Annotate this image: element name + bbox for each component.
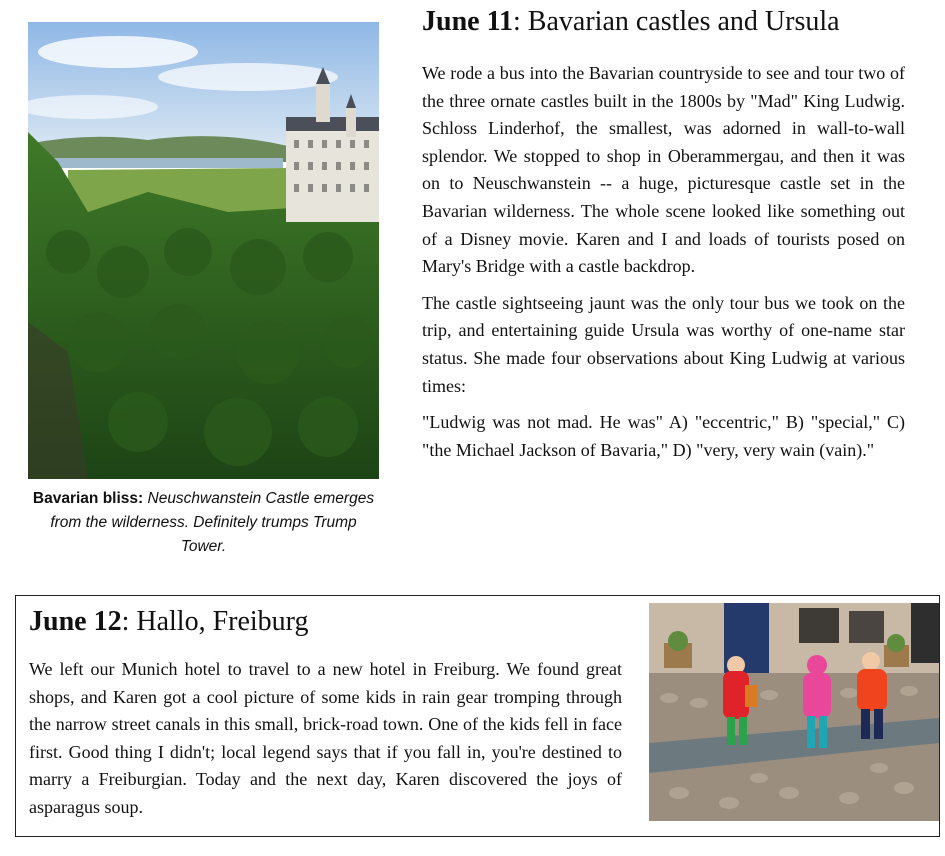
june12-paragraph: We left our Munich hotel to travel to a new hotel in Freiburg. We found great shops, and Karen got a cool picture of some kids in rain gear tromping through the narrow street canals in this small, brick-road town. One of the kids fell in face first. Good thing I didn't; local legend says that if you fall in, you're destined to marry a Freiburgian. Today and the next day, Karen discovered the joys of asparagus soup.: [29, 659, 622, 817]
june11-paragraph-1: We rode a bus into the Bavarian countryside to see and tour two of the three ornate castles built in the 1800s by "Mad" King Ludwig. Schloss Linderhof, the smallest, was adorned in wall-to-wall splendor. We stopped to shop in Oberammergau, and then it was on to Neuschwanstein -- a huge, picturesque castle set in the Bavarian wilderness. The whole scene looked like something out of a Disney movie. Karen and I and loads of tourists posed on Mary's Bridge with a castle backdrop.: [422, 63, 905, 277]
june11-title: : Bavarian castles and Ursula: [513, 6, 840, 37]
june12-title: : Hallo, Freiburg: [121, 606, 309, 637]
kids-photo: [649, 603, 939, 821]
castle-photo: [28, 22, 379, 479]
june11-heading: [422, 6, 840, 38]
photo-caption: [28, 487, 379, 559]
june12-section: [15, 595, 940, 837]
june11-body: [422, 60, 905, 473]
caption-text: Neuschwanstein Castle emerges from the wilderness. Definitely trumps Trump Tower.: [50, 490, 375, 555]
caption-lead: Bavarian bliss:: [32, 490, 144, 507]
june11-paragraph-3: "Ludwig was not mad. He was" A) "eccentric," B) "special," C) "the Michael Jackson of Bavaria," D) "very, very wain (vain).": [422, 412, 905, 460]
june12-date: June 12: [29, 606, 122, 637]
june12-heading: [29, 606, 309, 638]
june11-date: June 11: [422, 6, 514, 37]
june11-paragraph-2: The castle sightseeing jaunt was the only tour bus we took on the trip, and entertaining guide Ursula was worthy of one-name star status. She made four observations about King Ludwig at various times:: [422, 292, 905, 396]
june12-body: [29, 656, 622, 831]
